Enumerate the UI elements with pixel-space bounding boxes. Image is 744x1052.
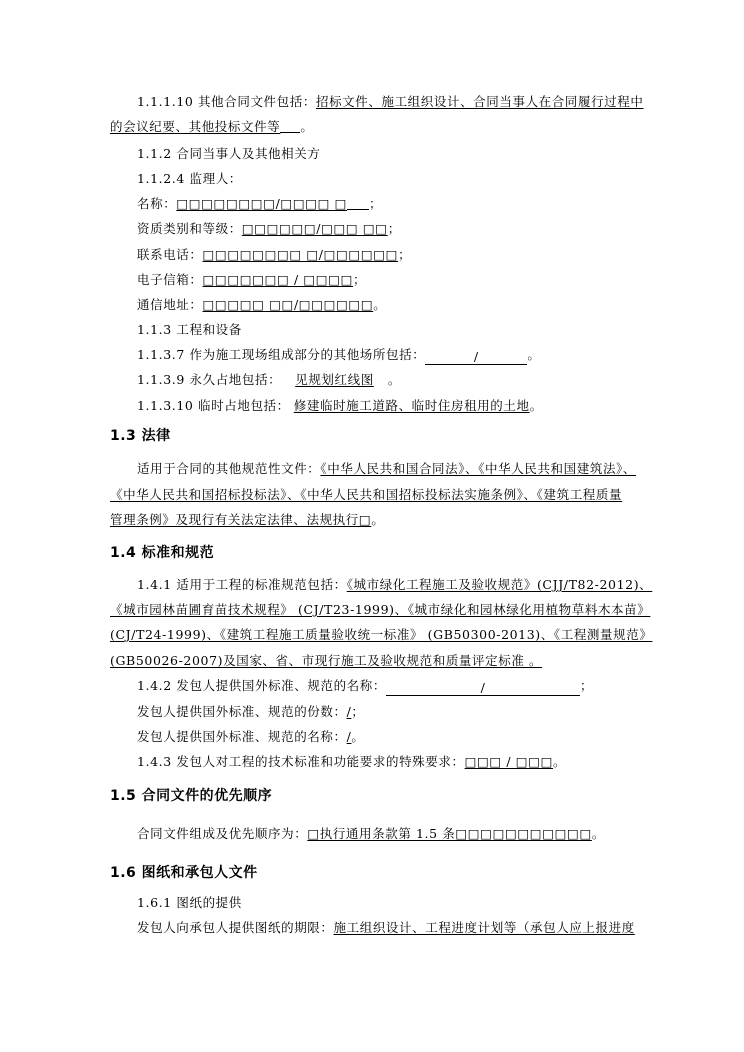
foreign-standard-copies-value: / — [346, 704, 352, 719]
drawings-deadline-row: 发包人向承包人提供图纸的期限：施工组织设计、工程进度计划等（承包人应上报进度 — [137, 920, 635, 935]
law-line-1: 适用于合同的其他规范性文件：《中华人民共和国合同法》、《中华人民共和国建筑法》、 — [137, 461, 637, 476]
standards-line-4: (GB50026-2007)及国家、省、市现行施工及验收规范和质量评定标准 。 — [110, 653, 543, 668]
permanent-land-value: 见规划红线图 — [295, 372, 374, 387]
supervisor-phone-value: □□□□□□□□ □/□□□□□□ — [202, 247, 399, 262]
special-requirements-value: □□□ / □□□ — [464, 754, 554, 769]
clause-1-4-3: 1.4.3 发包人对工程的技术标准和功能要求的特殊要求：□□□ / □□□。 — [137, 754, 567, 769]
clause-1-4-2: 1.4.2 发包人提供国外标准、规范的名称： / ； — [137, 678, 594, 695]
supervisor-email-value: □□□□□□□ / □□□□ — [202, 272, 353, 287]
foreign-standard-names-value: / — [346, 729, 352, 744]
law-line-3: 管理条例》及现行有关法定法律、法规执行□。 — [110, 512, 385, 527]
section-heading-standards: 1.4 标准和规范 — [110, 545, 215, 561]
supervisor-email-row: 电子信箱：□□□□□□□ / □□□□； — [137, 272, 367, 287]
supervisor-address-value: □□□□□ □□/□□□□□□ — [202, 297, 374, 312]
clause-1-1-3: 1.1.3 工程和设备 — [137, 322, 242, 337]
clause-1-1-2: 1.1.2 合同当事人及其他相关方 — [137, 146, 321, 161]
supervisor-qualification-value: □□□□□□/□□□ □□ — [241, 221, 388, 236]
foreign-standard-name-value: / — [386, 681, 580, 696]
other-contract-docs-value: 招标文件、施工组织设计、合同当事人在合同履行过程中 — [315, 94, 644, 109]
clause-1-6-1: 1.6.1 图纸的提供 — [137, 895, 242, 910]
supervisor-address-row: 通信地址：□□□□□ □□/□□□□□□。 — [137, 297, 387, 312]
clause-1-1-2-4: 1.1.2.4 监理人： — [137, 171, 242, 186]
other-site-areas-value: / — [425, 350, 527, 365]
supervisor-name-value: □□□□□□□□/□□□□ □ — [176, 196, 348, 211]
clause-1-1-1-10: 1.1.1.10 其他合同文件包括：招标文件、施工组织设计、合同当事人在合同履行过程中 — [137, 94, 644, 109]
foreign-standard-copies-row: 发包人提供国外标准、规范的份数：/； — [137, 704, 365, 719]
section-heading-priority: 1.5 合同文件的优先顺序 — [110, 788, 273, 804]
law-line-2: 《中华人民共和国招标投标法》、《中华人民共和国招标投标法实施条例》、《建筑工程质量 — [110, 487, 623, 502]
supervisor-phone-row: 联系电话：□□□□□□□□ □/□□□□□□； — [137, 247, 412, 262]
priority-order-row: 合同文件组成及优先顺序为：□执行通用条款第 1.5 条□□□□□□□□□□□。 — [137, 826, 605, 841]
other-contract-docs-value-cont: 的会议纪要、其他投标文件等 — [110, 119, 281, 134]
clause-1-1-3-9: 1.1.3.9 永久占地包括： 见规划红线图 。 — [137, 372, 401, 387]
clause-1-1-3-7: 1.1.3.7 作为施工现场组成部分的其他场所包括： / 。 — [137, 347, 541, 364]
supervisor-qualification-row: 资质类别和等级：□□□□□□/□□□ □□； — [137, 221, 401, 236]
supervisor-name-row: 名称：□□□□□□□□/□□□□ □ ； — [137, 196, 383, 211]
standards-line-3: (CJ/T24-1999)、《建筑工程施工质量验收统一标准》 (GB50300-2013)、《工程测量规范》 — [110, 627, 653, 642]
foreign-standard-names-row: 发包人提供国外标准、规范的名称：/。 — [137, 729, 365, 744]
drawings-deadline-value: 施工组织设计、工程进度计划等（承包人应上报进度 — [333, 920, 635, 935]
clause-1-1-3-10: 1.1.3.10 临时占地包括： 修建临时施工道路、临时住房租用的土地。 — [137, 398, 543, 413]
standards-line-2: 《城市园林苗圃育苗技术规程》 (CJ/T23-1999)、《城市绿化和园林绿化用植物草料木本苗》 — [110, 602, 651, 617]
standards-line-1: 1.4.1 适用于工程的标准规范包括：《城市绿化工程施工及验收规范》(CJJ/T82-2012)、 — [137, 577, 653, 592]
temporary-land-value: 修建临时施工道路、临时住房租用的土地 — [293, 398, 530, 413]
priority-order-value: □执行通用条款第 1.5 条□□□□□□□□□□□ — [307, 826, 592, 841]
clause-1-1-1-10-cont: 的会议纪要、其他投标文件等 。 — [110, 119, 314, 134]
section-heading-drawings: 1.6 图纸和承包人文件 — [110, 865, 258, 881]
section-heading-law: 1.3 法律 — [110, 428, 171, 444]
